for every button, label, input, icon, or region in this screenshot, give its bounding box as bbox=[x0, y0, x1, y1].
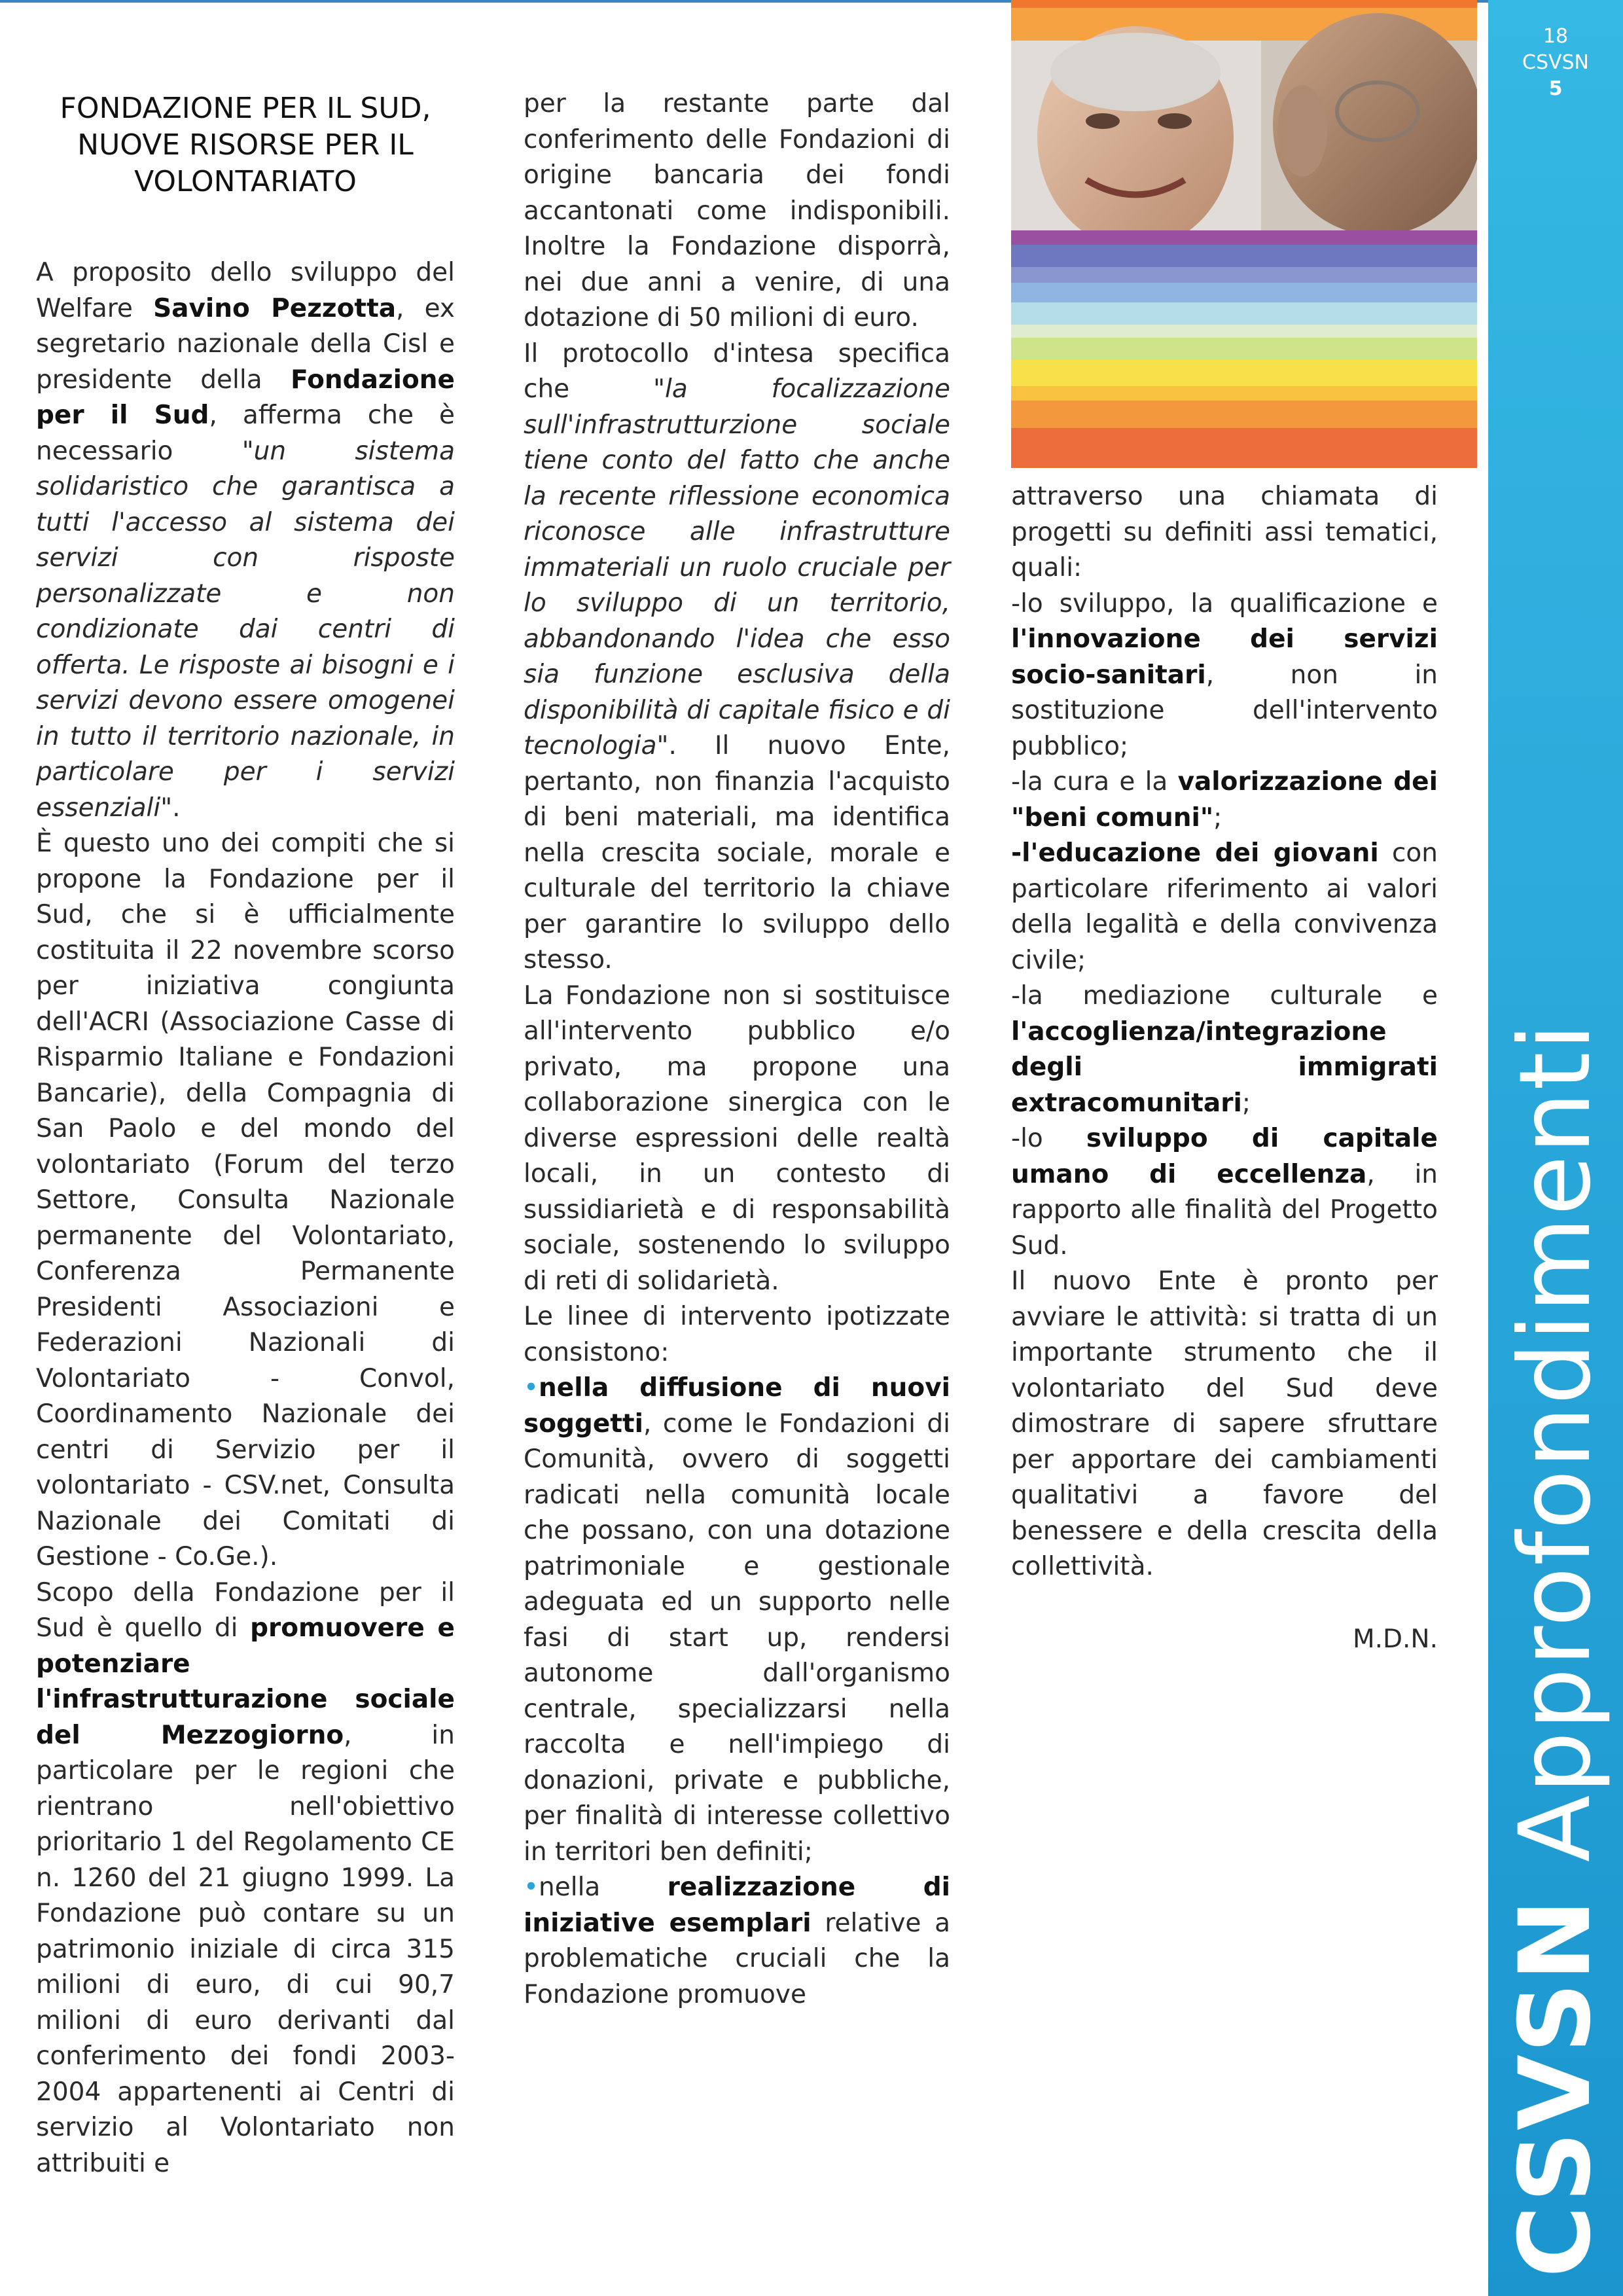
organization-name: Fondazione per il Sud bbox=[36, 365, 455, 430]
paragraph: attraverso una chiamata di progetti su definiti assi tematici, quali: bbox=[1011, 482, 1438, 583]
article-column-2 bbox=[524, 86, 950, 2013]
paragraph: Il protocollo d'intesa specifica che "la focalizzazione sull'infrastrutturzione sociale tiene conto del fatto che anche la recente riflessione economica riconosce alle infrastrutture immateriali un ruolo cruciale per lo sviluppo di un territorio, abbandonando l'idea che esso sia funzione esclusiva della disponibilità di capitale fisico e di tecnologia". Il nuovo Ente, pertanto, non finanzia l'acquisto di beni materiali, ma identifica nella crescita sociale, morale e culturale del territorio la chiave per garantire lo sviluppo dello stesso. bbox=[524, 338, 950, 975]
paragraph: Le linee di intervento ipotizzate consistono: bbox=[524, 1302, 950, 1367]
section-sidebar bbox=[1488, 0, 1623, 2296]
list-item: -l'educazione dei giovani con particolare riferimento ai valori della legalità e della convivenza civile; bbox=[1011, 838, 1438, 975]
publication-name: CSVSN bbox=[1522, 51, 1589, 74]
bullet-item: •nella realizzazione di iniziative esemplari relative a problematiche cruciali che la Fondazione promuove bbox=[524, 1873, 950, 2009]
section-prefix: CSVSN bbox=[1499, 1897, 1613, 2278]
highlight: promuovere e potenziare l'infrastrutturazione sociale del Mezzogiorno bbox=[36, 1613, 455, 1750]
section-title bbox=[1497, 1022, 1614, 2278]
quote: un sistema solidaristico che garantisca a tutti l'accesso al sistema dei servizi con risposte personalizzate e non condizionate dai centri di offerta. Le risposte ai bisogni e i servizi devono essere omogenei in tutto il territorio nazionale, in particolare per i servizi essenziali bbox=[36, 436, 455, 823]
header-photo bbox=[1011, 0, 1477, 468]
paragraph: Scopo della Fondazione per il Sud è quello di promuovere e potenziare l'infrastrutturazione sociale del Mezzogiorno, in particolare per le regioni che rientrano nell'obiettivo prioritario 1 del Regolamento CE n. 1260 del 21 giugno 1999. La Fondazione può contare su un patrimonio iniziale di circa 315 milioni di euro, di cui 90,7 milioni di euro derivanti dal conferimento dei fondi 2003-2004 appartenenti ai Centri di servizio al Volontariato non attribuiti e bbox=[36, 1577, 455, 2178]
list-item: -lo sviluppo, la qualificazione e l'innovazione dei servizi socio-sanitari, non in sostituzione dell'intervento pubblico; bbox=[1011, 588, 1438, 761]
bullet-icon: • bbox=[524, 1873, 539, 1902]
quote: la focalizzazione sull'infrastrutturzione sociale tiene conto del fatto che anche la recente riflessione economica riconosce alle infrastrutture immateriali un ruolo cruciale per lo sviluppo di un territorio, abbandonando l'idea che esso sia funzione esclusiva della disponibilità di capitale fisico e di tecnologia bbox=[524, 374, 950, 761]
person-name: Savino Pezzotta bbox=[153, 293, 397, 323]
bullet-icon: • bbox=[524, 1373, 539, 1403]
photo-illustration bbox=[1011, 0, 1477, 468]
title-line-1: FONDAZIONE PER IL SUD, bbox=[60, 92, 431, 125]
title-line-2: NUOVE RISORSE PER IL bbox=[77, 128, 414, 162]
list-item: -la mediazione culturale e l'accoglienza/integrazione degli immigrati extracomunitari; bbox=[1011, 981, 1438, 1118]
article-title bbox=[36, 90, 455, 200]
paragraph: per la restante parte dal conferimento delle Fondazioni di origine bancaria dei fondi accantonati come indisponibili. Inoltre la Fondazione disporrà, nei due anni a venire, di una dotazione di 50 milioni di euro. bbox=[524, 89, 950, 332]
list-item: -la cura e la valorizzazione dei "beni comuni"; bbox=[1011, 767, 1438, 833]
paragraph: Il nuovo Ente è pronto per avviare le attività: si tratta di un importante strumento che il volontariato del Sud deve dimostrare di sapere sfruttare per apportare dei cambiamenti qualitativi a favore del benessere e della crescita della collettività. bbox=[1011, 1266, 1438, 1581]
author-signature: M.D.N. bbox=[1352, 1624, 1438, 1654]
page-number: 18 bbox=[1543, 25, 1569, 48]
section-name: Approfondimenti bbox=[1499, 1022, 1613, 1863]
article-column-1 bbox=[36, 85, 455, 2181]
paragraph: A proposito dello sviluppo del Welfare Savino Pezzotta, ex segretario nazionale della Cisl e presidente della Fondazione per il Sud, afferma che è necessario "un sistema solidaristico che garantisca a tutti l'accesso al sistema dei servizi con risposte personalizzate e non condizionate dai centri di offerta. Le risposte ai bisogni e i servizi devono essere omogenei in tutto il territorio nazionale, in particolare per i servizi essenziali". bbox=[36, 258, 455, 823]
article-column-3 bbox=[1011, 479, 1438, 1657]
paragraph: La Fondazione non si sostituisce all'intervento pubblico e/o privato, ma propone una collaborazione sinergica con le diverse espressioni delle realtà locali, in un contesto di sussidiarietà e di responsabilità sociale, sostenendo lo sviluppo di reti di solidarietà. bbox=[524, 980, 950, 1296]
list-item: -lo sviluppo di capitale umano di eccellenza, in rapporto alle finalità del Progetto Sud. bbox=[1011, 1124, 1438, 1261]
paragraph: È questo uno dei compiti che si propone la Fondazione per il Sud, che si è ufficialmente costituita il 22 novembre scorso per iniziativa congiunta dell'ACRI (Associazione Casse di Risparmio Italiane e Fondazioni Bancarie), della Compagnia di San Paolo e del mondo del volontariato (Forum del terzo Settore, Consulta Nazionale permanente del Volontariato, Conferenza Permanente Presidenti Associazioni e Federazioni Nazionali di Volontariato - Convol, Coordinamento Nazionale dei centri di Servizio per il volontariato - CSV.net, Consulta Nazionale dei Comitati di Gestione - Co.Ge.). bbox=[36, 829, 455, 1571]
title-line-3: VOLONTARIATO bbox=[134, 165, 357, 198]
issue-number: 5 bbox=[1548, 77, 1563, 100]
bullet-item: •nella diffusione di nuovi soggetti, come le Fondazioni di Comunità, ovvero di soggetti radicati nella comunità locale che possano, con una dotazione patrimoniale e gestionale adeguata ed un supporto nelle fasi di start up, rendersi autonome dall'organismo centrale, specializzarsi nella raccolta e nell'impiego di donazioni, private e pubbliche, per finalità di interesse collettivo in territori ben definiti; bbox=[524, 1373, 950, 1867]
page-number-block bbox=[1488, 24, 1623, 102]
